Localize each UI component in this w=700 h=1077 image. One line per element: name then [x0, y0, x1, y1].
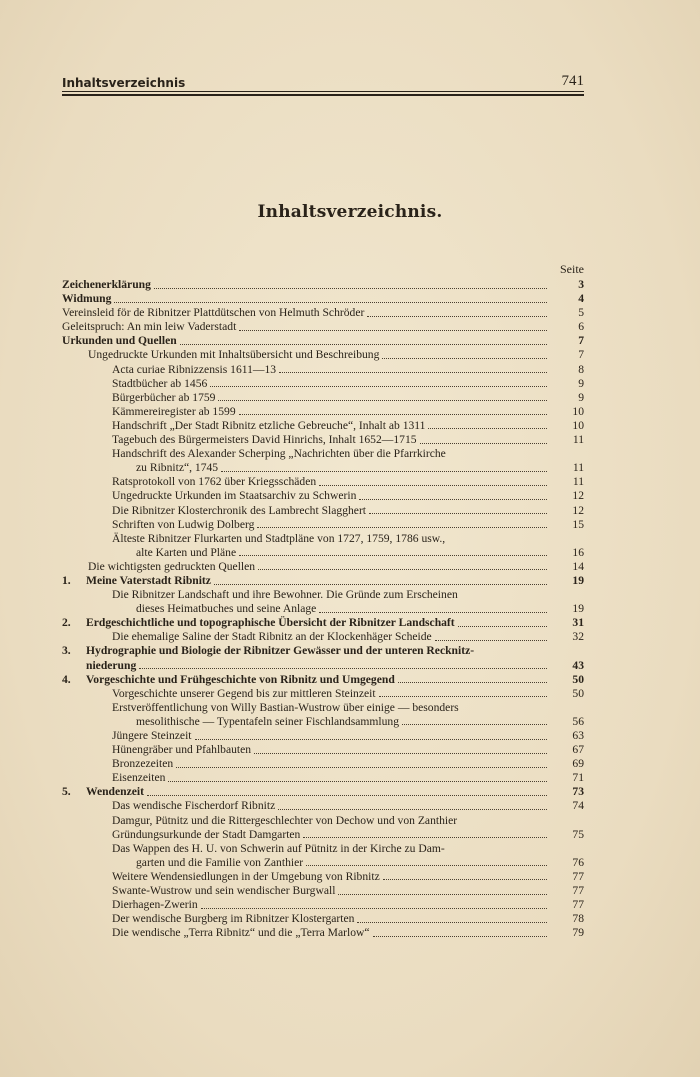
toc-entry — [62, 926, 584, 940]
toc-entry-page: 19 — [572, 602, 584, 616]
dot-leader — [114, 302, 547, 303]
toc-entry-title: Wendenzeit — [86, 785, 144, 799]
toc-entry-title: Die wichtigsten gedruckten Quellen — [88, 559, 256, 573]
toc-entry-page: 8 — [578, 362, 584, 376]
toc-entry-title: Älteste Ribnitzer Flurkarten und Stadtpläne von 1727, 1759, 1786 usw., — [112, 531, 446, 545]
dot-leader — [373, 936, 547, 937]
toc-entry — [62, 912, 584, 926]
dot-leader — [319, 485, 547, 486]
toc-entry-page: 32 — [572, 630, 584, 644]
toc-entry-page: 11 — [572, 433, 584, 447]
toc-entry-title: Ungedruckte Urkunden im Staatsarchiv zu Schwerin — [112, 489, 357, 503]
table-of-contents — [62, 278, 584, 940]
toc-entry-title: Die wendische „Terra Ribnitz“ und die „Terra Marlow“ — [112, 926, 370, 940]
toc-entry-title: Hünengräber und Pfahlbauten — [112, 743, 252, 757]
dot-leader — [402, 724, 547, 725]
toc-entry — [62, 433, 584, 447]
dot-leader — [428, 428, 547, 429]
toc-entry-page: 74 — [572, 799, 584, 813]
dot-leader — [239, 330, 547, 331]
toc-entry — [62, 475, 584, 489]
toc-entry-title: Vereinsleid för de Ribnitzer Plattdütschen von Helmuth Schröder — [62, 306, 365, 320]
toc-entry-title: Dierhagen-Zwerin — [112, 898, 198, 912]
toc-entry — [62, 673, 584, 687]
dot-leader — [139, 668, 547, 669]
toc-entry-title: Die Ribnitzer Landschaft und ihre Bewohner. Die Gründe zum Erscheinen — [112, 588, 458, 602]
dot-leader — [367, 316, 547, 317]
toc-entry — [62, 391, 584, 405]
toc-entry-title: Acta curiae Ribnizzensis 1611—13 — [112, 362, 277, 376]
toc-entry — [62, 560, 584, 574]
toc-entry — [62, 363, 584, 377]
dot-leader — [359, 499, 547, 500]
header-rule-thick — [62, 94, 584, 96]
dot-leader — [379, 696, 547, 697]
toc-entry-page: 76 — [572, 855, 584, 869]
toc-entry-title: Damgur, Pütnitz und die Rittergeschlechter von Dechow und von Zanthier — [112, 813, 458, 827]
toc-entry — [62, 306, 584, 320]
toc-entry-title: Tagebuch des Bürgermeisters David Hinrichs, Inhalt 1652—1715 — [112, 433, 417, 447]
toc-entry-number: 2. — [62, 616, 71, 630]
dot-leader — [278, 809, 547, 810]
toc-entry — [62, 419, 584, 433]
toc-entry-page: 7 — [578, 348, 584, 362]
toc-entry-title-continued: dieses Heimatbuches und seine Anlage — [136, 602, 317, 616]
toc-entry-title: Schriften von Ludwig Dolberg — [112, 517, 255, 531]
toc-entry — [62, 799, 584, 813]
toc-entry-page: 11 — [572, 475, 584, 489]
toc-entry-title: Meine Vaterstadt Ribnitz — [86, 573, 211, 587]
toc-entry — [62, 771, 584, 785]
toc-entry — [62, 701, 584, 729]
toc-entry-title: Bronzezeiten — [112, 757, 174, 771]
dot-leader — [319, 612, 547, 613]
toc-entry-title: Erstveröffentlichung von Willy Bastian-Wustrow über einige — besonders — [112, 700, 459, 714]
toc-entry-title: Geleitspruch: An min leiw Vaderstadt — [62, 320, 237, 334]
toc-entry-page: 77 — [572, 898, 584, 912]
toc-entry-page: 56 — [572, 714, 584, 728]
toc-entry — [62, 630, 584, 644]
toc-entry-page: 73 — [572, 785, 584, 799]
toc-entry-title: Handschrift des Alexander Scherping „Nachrichten über die Pfarrkirche — [112, 447, 446, 461]
toc-entry-page: 50 — [572, 672, 584, 686]
toc-entry — [62, 377, 584, 391]
toc-entry — [62, 292, 584, 306]
toc-entry-number: 3. — [62, 644, 71, 658]
toc-entry-title-continued: garten und die Familie von Zanthier — [136, 855, 304, 869]
toc-entry-title: Urkunden und Quellen — [62, 334, 177, 348]
toc-entry-title: Die ehemalige Saline der Stadt Ribnitz an der Klockenhäger Scheide — [112, 630, 432, 644]
toc-entry — [62, 574, 584, 588]
toc-entry — [62, 687, 584, 701]
toc-entry — [62, 842, 584, 870]
toc-entry — [62, 489, 584, 503]
toc-entry-title: Kämmereiregister ab 1599 — [112, 404, 236, 418]
dot-leader — [458, 626, 547, 627]
toc-entry — [62, 405, 584, 419]
toc-entry-page: 11 — [572, 461, 584, 475]
running-head — [62, 70, 584, 90]
toc-entry-page: 15 — [572, 517, 584, 531]
dot-leader — [254, 753, 547, 754]
toc-entry-page: 5 — [578, 306, 584, 320]
toc-entry — [62, 644, 584, 672]
toc-entry-title-continued: mesolithische — Typentafeln seiner Fischlandsammlung — [136, 714, 400, 728]
dot-leader — [257, 527, 547, 528]
toc-entry-page: 10 — [572, 418, 584, 432]
toc-entry-title: Jüngere Steinzeit — [112, 729, 192, 742]
toc-entry-title: Weitere Wendensiedlungen in der Umgebung von Ribnitz — [112, 869, 380, 883]
dot-leader — [338, 894, 547, 895]
toc-entry-page: 43 — [572, 658, 584, 672]
toc-entry-page: 19 — [572, 573, 584, 587]
dot-leader — [180, 344, 547, 345]
toc-entry-page: 75 — [572, 827, 584, 841]
toc-entry — [62, 447, 584, 475]
toc-entry-title: Ungedruckte Urkunden mit Inhaltsübersicht und Beschreibung — [88, 348, 380, 362]
dot-leader — [239, 414, 547, 415]
running-head-title: Inhaltsverzeichnis — [62, 76, 186, 90]
toc-entry-title-continued: niederung — [86, 658, 137, 672]
toc-entry — [62, 884, 584, 898]
toc-entry — [62, 504, 584, 518]
page-title: Inhaltsverzeichnis. — [257, 202, 443, 222]
toc-entry-page: 3 — [578, 278, 584, 291]
toc-entry-title: Vorgeschichte unserer Gegend bis zur mittleren Steinzeit — [112, 686, 376, 700]
toc-entry-number: 1. — [62, 573, 71, 587]
dot-leader — [195, 739, 547, 740]
dot-leader — [306, 865, 547, 866]
toc-entry — [62, 743, 584, 757]
toc-entry-page: 6 — [578, 320, 584, 334]
toc-entry-title: Erdgeschichtliche und topographische Übersicht der Ribnitzer Landschaft — [86, 616, 455, 630]
dot-leader — [218, 400, 547, 401]
toc-entry — [62, 588, 584, 616]
toc-entry — [62, 757, 584, 771]
toc-entry-page: 16 — [572, 545, 584, 559]
dot-leader — [279, 372, 547, 373]
toc-entry-page: 31 — [572, 616, 584, 630]
toc-entry — [62, 532, 584, 560]
toc-entry-title: Das Wappen des H. U. von Schwerin auf Pütnitz in der Kirche zu Dam- — [112, 841, 445, 855]
dot-leader — [435, 640, 547, 641]
toc-entry-title: Eisenzeiten — [112, 771, 166, 785]
toc-entry — [62, 518, 584, 532]
dot-leader — [201, 908, 547, 909]
dot-leader — [357, 922, 547, 923]
toc-entry-title-continued: Gründungsurkunde der Stadt Damgarten — [112, 827, 301, 841]
dot-leader — [168, 781, 547, 782]
toc-entry-page: 78 — [572, 912, 584, 926]
toc-entry — [62, 348, 584, 362]
running-head-page-number: 741 — [561, 73, 584, 89]
toc-entry-page: 10 — [572, 404, 584, 418]
toc-entry-title: Swante-Wustrow und sein wendischer Burgwall — [112, 884, 336, 898]
toc-entry-page: 4 — [578, 292, 584, 306]
toc-entry-title: Vorgeschichte und Frühgeschichte von Ribnitz und Umgegend — [86, 672, 395, 686]
toc-entry-title: Widmung — [62, 292, 112, 306]
toc-entry-page: 9 — [578, 390, 584, 404]
dot-leader — [258, 569, 547, 570]
toc-entry-page: 69 — [572, 757, 584, 771]
toc-entry-page: 12 — [572, 489, 584, 503]
toc-entry-page: 67 — [572, 743, 584, 757]
dot-leader — [383, 879, 547, 880]
toc-entry — [62, 870, 584, 884]
dot-leader — [154, 288, 547, 289]
dot-leader — [303, 837, 547, 838]
toc-entry-title: Stadtbücher ab 1456 — [112, 376, 208, 390]
header-rule — [62, 91, 584, 92]
toc-entry-title-continued: alte Karten und Pläne — [136, 545, 237, 559]
toc-entry — [62, 320, 584, 334]
toc-entry-title: Ratsprotokoll von 1762 über Kriegsschäden — [112, 475, 317, 489]
dot-leader — [210, 386, 547, 387]
toc-entry-page: 12 — [572, 503, 584, 517]
toc-entry-page: 77 — [572, 884, 584, 898]
toc-entry-page: 63 — [572, 729, 584, 742]
dot-leader — [382, 358, 547, 359]
toc-entry-title: Die Ribnitzer Klosterchronik des Lambrecht Slagghert — [112, 503, 367, 517]
dot-leader — [221, 471, 547, 472]
toc-entry-title-continued: zu Ribnitz“, 1745 — [136, 461, 219, 475]
toc-entry — [62, 898, 584, 912]
toc-entry — [62, 814, 584, 842]
dot-leader — [176, 767, 547, 768]
toc-entry-title: Bürgerbücher ab 1759 — [112, 390, 216, 404]
toc-entry — [62, 729, 584, 743]
dot-leader — [214, 584, 547, 585]
toc-entry-page: 71 — [572, 771, 584, 785]
page-column-label: Seite — [560, 262, 584, 276]
toc-entry-title: Der wendische Burgberg im Ribnitzer Klostergarten — [112, 912, 355, 926]
toc-entry — [62, 785, 584, 799]
dot-leader — [147, 795, 547, 796]
toc-entry-title: Zeichenerklärung — [62, 278, 151, 291]
toc-entry-number: 5. — [62, 785, 71, 799]
toc-entry-title: Hydrographie und Biologie der Ribnitzer Gewässer und der unteren Recknitz- — [86, 644, 475, 658]
dot-leader — [398, 682, 547, 683]
dot-leader — [369, 513, 547, 514]
toc-entry — [62, 616, 584, 630]
toc-entry-page: 14 — [572, 559, 584, 573]
toc-entry-page: 9 — [578, 376, 584, 390]
toc-entry-title: Handschrift „Der Stadt Ribnitz etzliche Gebreuche“, Inhalt ab 1311 — [112, 418, 426, 432]
toc-entry — [62, 334, 584, 348]
toc-entry-page: 7 — [578, 334, 584, 348]
dot-leader — [239, 555, 547, 556]
toc-entry-title: Das wendische Fischerdorf Ribnitz — [112, 799, 276, 813]
dot-leader — [420, 443, 547, 444]
toc-entry-page: 50 — [572, 686, 584, 700]
toc-entry — [62, 278, 584, 292]
toc-entry-number: 4. — [62, 672, 71, 686]
toc-entry-page: 79 — [572, 926, 584, 940]
toc-entry-page: 77 — [572, 869, 584, 883]
